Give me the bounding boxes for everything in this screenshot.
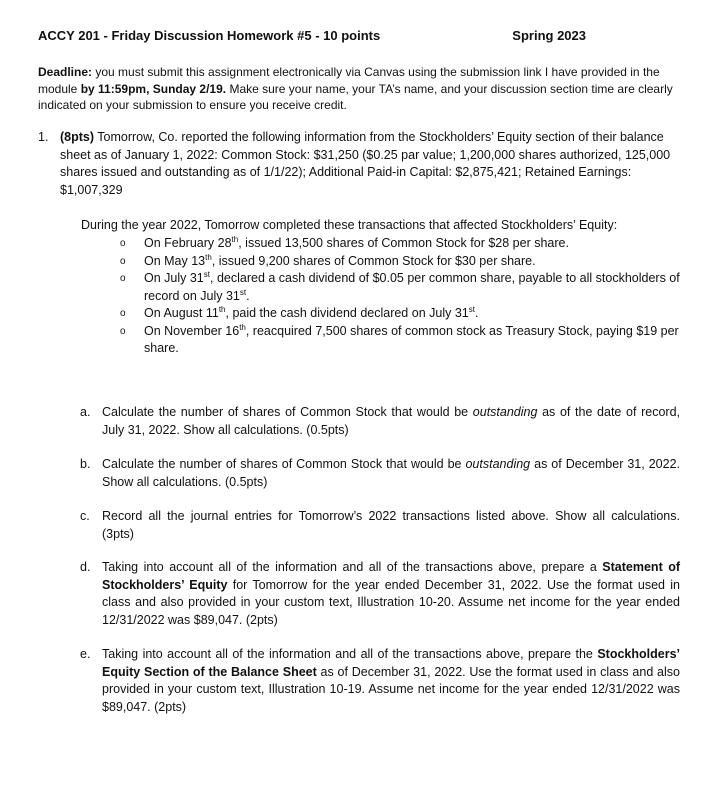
part-label: d. xyxy=(80,560,91,574)
deadline-paragraph xyxy=(38,64,676,114)
part-bold: Stockholders’ Equity Section of the Balance Sheet xyxy=(102,647,680,679)
item-sup: th xyxy=(231,234,239,244)
part-label: c. xyxy=(80,509,90,523)
item-text: On July 31 xyxy=(144,271,204,285)
item-text: On November 16 xyxy=(144,323,240,338)
question-1-points: (8pts) xyxy=(60,130,95,144)
item-text: , issued 9,200 shares of Common Stock for $30 per share. xyxy=(211,253,536,268)
item-text: . xyxy=(474,306,479,320)
part-text: Taking into account all of the information and all of the transactions above, prepare a xyxy=(102,560,603,574)
deadline-label: Deadline: xyxy=(38,65,93,79)
deadline-text-2: Make sure your name, your TA’s name, and your discussion section time are clearly indicated on your submission to ensure you receive credit. xyxy=(38,81,673,112)
item-text: On May 13 xyxy=(144,253,206,268)
part-b xyxy=(80,456,680,491)
course-title: ACCY 201 - Friday Discussion Homework #5 - 10 points xyxy=(38,28,381,43)
list-item xyxy=(120,270,680,305)
bullet-icon: o xyxy=(120,238,126,249)
part-e xyxy=(80,646,680,716)
item-text: , reacquired 7,500 shares of common stock as Treasury Stock, paying $19 per share. xyxy=(144,323,679,355)
part-text: as of December 31, 2022. Show all calculations. (0.5pts) xyxy=(102,457,681,489)
transactions-intro: During the year 2022, Tomorrow completed these transactions that affected Stockholders’ Equity: xyxy=(81,218,618,232)
deadline-text-1: you must submit this assignment electronically via Canvas using the submission link I have provided in the module xyxy=(38,65,660,96)
part-c xyxy=(80,508,680,543)
term-label: Spring 2023 xyxy=(512,28,586,43)
list-item xyxy=(120,235,680,253)
part-b-text xyxy=(102,456,680,491)
part-text: Taking into account all of the information and all of the transactions above, prepare the xyxy=(102,647,598,661)
list-item xyxy=(120,323,680,358)
item-sup: st xyxy=(468,304,475,314)
part-text: as of December 31, 2022. Use the format used in class and also provided in your custom text, Illustration 10-19. Assume net income for the year ended 12/31/2022 was $89,047. (2pts) xyxy=(102,664,680,714)
bullet-icon: o xyxy=(120,325,126,337)
item-text: , issued 13,500 shares of Common Stock for $28 per share. xyxy=(238,236,569,250)
list-item xyxy=(120,305,680,323)
part-d xyxy=(80,559,680,629)
transaction-list xyxy=(120,235,680,358)
part-emphasis: outstanding xyxy=(472,405,538,419)
item-text: , paid the cash dividend declared on July 31 xyxy=(225,306,469,320)
part-label: a. xyxy=(80,405,91,419)
deadline-date: by 11:59pm, Sunday 2/19. xyxy=(80,81,227,96)
part-text: for Tomorrow for the year ended December 31, 2022. Use the format used in class and also provided in your custom text, Illustration 10-20. Assume net income for the year ended 12/31/2022 was $89,047. (2pts) xyxy=(102,577,681,627)
part-d-text xyxy=(102,559,680,629)
question-1-body: Tomorrow, Co. reported the following information from the Stockholders’ Equity section of their balance sheet as of January 1, 2022: Common Stock: $31,250 ($0.25 par value; 1,200,000 shares authorized, 125,000 shares issued and outstanding as of 1/1/22); Additional Paid-in Capital: $2,875,421; Retained Earnings: $1,007,329 xyxy=(60,130,671,197)
item-sup: th xyxy=(205,252,212,262)
item-text: . xyxy=(246,288,250,303)
item-text: On February 28 xyxy=(144,236,232,250)
part-text: as of the date of record, July 31, 2022. Show all calculations. (0.5pts) xyxy=(102,405,681,437)
part-emphasis: outstanding xyxy=(465,457,531,471)
part-c-text: Record all the journal entries for Tomorrow’s 2022 transactions listed above. Show all calculations. (3pts) xyxy=(102,509,680,541)
item-sup: th xyxy=(239,322,246,332)
question-number: 1. xyxy=(38,130,49,144)
part-text: Calculate the number of shares of Common Stock that would be xyxy=(102,405,473,419)
item-sup: st xyxy=(203,269,210,279)
part-e-text xyxy=(102,646,680,716)
item-text: , declared a cash dividend of $0.05 per common share, payable to all stockholders of record on July 31 xyxy=(144,271,680,303)
header xyxy=(38,27,586,45)
item-text: On August 11 xyxy=(144,306,219,320)
question-1 xyxy=(38,129,678,199)
part-label: e. xyxy=(80,647,91,661)
part-a xyxy=(80,404,680,439)
part-label: b. xyxy=(80,457,91,471)
item-sup: st xyxy=(239,287,247,297)
list-item xyxy=(120,253,680,271)
part-a-text xyxy=(102,404,680,439)
bullet-icon: o xyxy=(120,255,126,267)
part-bold: Statement of Stockholders’ Equity xyxy=(102,560,680,592)
item-sup: th xyxy=(218,304,226,314)
bullet-icon: o xyxy=(120,273,126,284)
question-1-text xyxy=(60,129,678,199)
part-text: Calculate the number of shares of Common Stock that would be xyxy=(102,457,466,471)
bullet-icon: o xyxy=(120,308,126,319)
